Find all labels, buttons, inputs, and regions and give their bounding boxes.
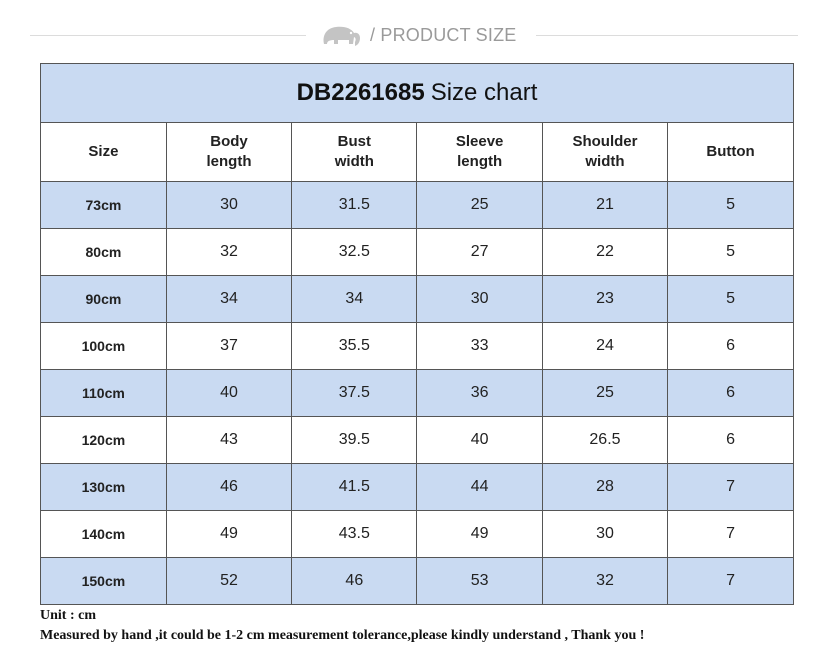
column-header-button: Button — [668, 123, 793, 182]
table-row — [41, 276, 793, 323]
table-row — [41, 558, 793, 605]
section-header — [0, 18, 828, 54]
cell-sleeve-length: 27 — [417, 229, 542, 276]
column-header-text: Body length — [206, 133, 252, 170]
cell-sleeve-length: 30 — [417, 276, 542, 323]
cell-shoulder-width: 28 — [542, 464, 667, 511]
table-row — [41, 370, 793, 417]
cell-sleeve-length: 25 — [417, 182, 542, 229]
table-header-row — [41, 123, 793, 182]
column-header-text: Bust width — [334, 133, 374, 170]
cell-shoulder-width: 32 — [542, 558, 667, 605]
cell-bust-width: 34 — [292, 276, 417, 323]
header-divider-right — [536, 35, 798, 36]
table-body — [41, 182, 793, 605]
cell-body-length: 34 — [166, 276, 291, 323]
column-header-text: Shoulder width — [572, 133, 638, 170]
cell-size: 110cm — [41, 370, 166, 417]
cell-button: 6 — [668, 323, 793, 370]
section-title: / PRODUCT SIZE — [370, 25, 517, 45]
cell-size: 150cm — [41, 558, 166, 605]
cell-bust-width: 31.5 — [292, 182, 417, 229]
elephant-icon — [318, 22, 364, 50]
cell-body-length: 46 — [166, 464, 291, 511]
cell-button: 5 — [668, 182, 793, 229]
cell-size: 100cm — [41, 323, 166, 370]
measurement-note: Measured by hand ,it could be 1-2 cm measurement tolerance,please kindly understand , Thank you ! — [40, 628, 645, 643]
cell-bust-width: 39.5 — [292, 417, 417, 464]
cell-sleeve-length: 44 — [417, 464, 542, 511]
cell-body-length: 52 — [166, 558, 291, 605]
cell-body-length: 30 — [166, 182, 291, 229]
table-row — [41, 511, 793, 558]
cell-button: 6 — [668, 370, 793, 417]
table-row — [41, 464, 793, 511]
cell-bust-width: 32.5 — [292, 229, 417, 276]
cell-button: 5 — [668, 229, 793, 276]
column-header-text: Sleeve length — [455, 133, 504, 170]
cell-sleeve-length: 36 — [417, 370, 542, 417]
cell-button: 5 — [668, 276, 793, 323]
column-header-size: Size — [41, 123, 166, 182]
size-table — [41, 123, 793, 604]
cell-size: 80cm — [41, 229, 166, 276]
chart-title — [41, 64, 793, 123]
table-row — [41, 182, 793, 229]
cell-body-length: 43 — [166, 417, 291, 464]
cell-bust-width: 43.5 — [292, 511, 417, 558]
cell-size: 120cm — [41, 417, 166, 464]
cell-body-length: 37 — [166, 323, 291, 370]
column-header-sleeve-length — [417, 123, 542, 182]
cell-shoulder-width: 30 — [542, 511, 667, 558]
cell-shoulder-width: 23 — [542, 276, 667, 323]
cell-shoulder-width: 24 — [542, 323, 667, 370]
cell-size: 73cm — [41, 182, 166, 229]
product-code: DB2261685 — [296, 79, 425, 106]
cell-size: 130cm — [41, 464, 166, 511]
column-header-bust-width — [292, 123, 417, 182]
cell-button: 7 — [668, 558, 793, 605]
cell-button: 7 — [668, 464, 793, 511]
column-header-body-length — [166, 123, 291, 182]
cell-shoulder-width: 26.5 — [542, 417, 667, 464]
cell-body-length: 49 — [166, 511, 291, 558]
cell-size: 90cm — [41, 276, 166, 323]
cell-button: 6 — [668, 417, 793, 464]
unit-note: Unit : cm — [40, 608, 96, 623]
cell-sleeve-length: 33 — [417, 323, 542, 370]
cell-shoulder-width: 21 — [542, 182, 667, 229]
cell-bust-width: 37.5 — [292, 370, 417, 417]
cell-button: 7 — [668, 511, 793, 558]
table-row — [41, 323, 793, 370]
cell-bust-width: 46 — [292, 558, 417, 605]
chart-title-text: Size chart — [430, 79, 538, 106]
header-divider-left — [30, 35, 306, 36]
cell-sleeve-length: 49 — [417, 511, 542, 558]
table-row — [41, 417, 793, 464]
cell-size: 140cm — [41, 511, 166, 558]
table-row — [41, 229, 793, 276]
cell-sleeve-length: 53 — [417, 558, 542, 605]
column-header-shoulder-width — [542, 123, 667, 182]
cell-shoulder-width: 22 — [542, 229, 667, 276]
cell-sleeve-length: 40 — [417, 417, 542, 464]
cell-shoulder-width: 25 — [542, 370, 667, 417]
notes — [40, 606, 644, 646]
cell-body-length: 32 — [166, 229, 291, 276]
size-chart — [40, 63, 794, 605]
cell-bust-width: 35.5 — [292, 323, 417, 370]
cell-body-length: 40 — [166, 370, 291, 417]
cell-bust-width: 41.5 — [292, 464, 417, 511]
